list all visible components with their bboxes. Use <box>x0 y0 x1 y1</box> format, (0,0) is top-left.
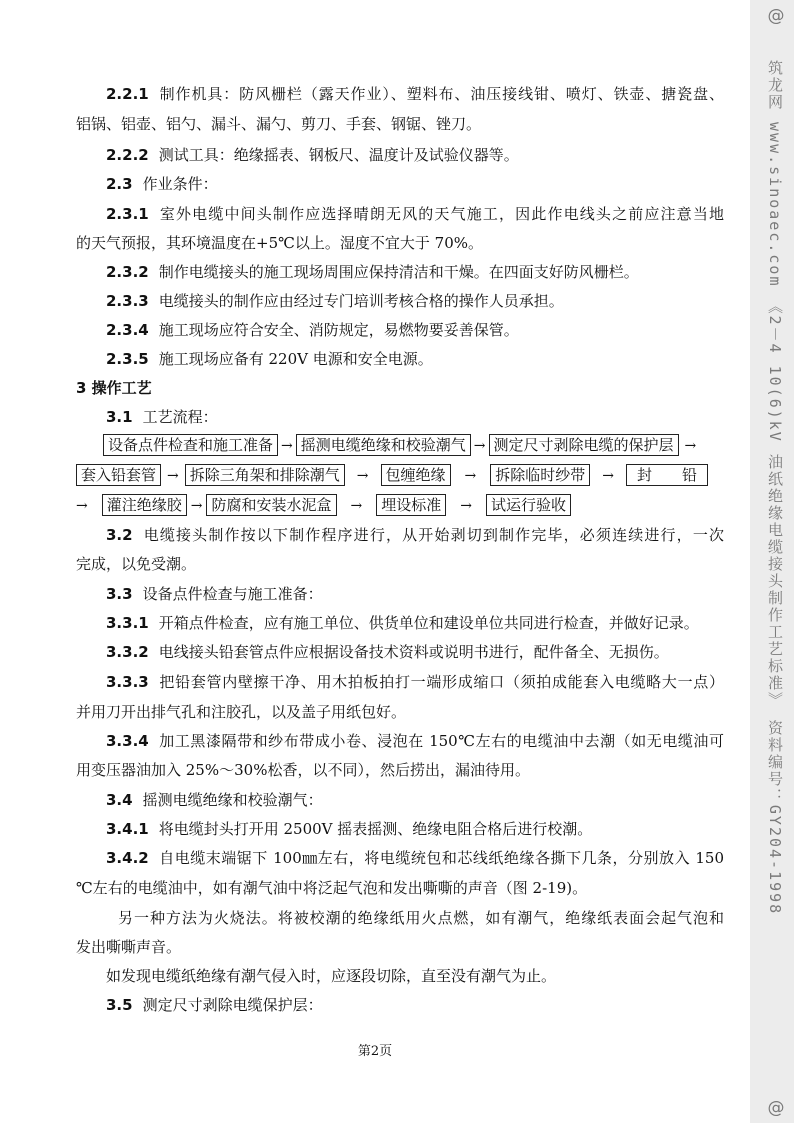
flow-step: 包缠绝缘 <box>381 464 451 486</box>
process-flow-row-1 <box>103 434 702 456</box>
clause-3-3-1 <box>106 613 724 633</box>
arrow-right-icon: → <box>190 498 203 514</box>
clause-number: 3.5 <box>106 996 133 1014</box>
clause-text: 把铅套管内壁擦干净、用木拍板拍打一端形成缩口（须拍成能套入电缆略大一点） <box>158 673 724 691</box>
clause-3-3 <box>106 584 724 604</box>
clause-text: 制作机具：防风栅栏（露天作业）、塑料布、油压接线钳、喷灯、铁壶、搪瓷盘、 <box>158 85 724 103</box>
flow-step: 埋设标准 <box>376 494 446 516</box>
clause-text: 电线接头铅套管点件应根据设备技术资料或说明书进行，配件备全、无损伤。 <box>158 643 669 661</box>
at-symbol-top: @ <box>767 6 785 26</box>
clause-2-2-1 <box>106 84 724 104</box>
clause-text: 测试工具：绝缘摇表、钢板尺、温度计及试验仪器等。 <box>158 146 519 164</box>
page-number: 第2页 <box>357 1044 393 1059</box>
clause-3-5 <box>106 995 724 1015</box>
clause-3-3-4-cont: 用变压器油加入 25%～30%松香，以不同），然后捞出，漏油待用。 <box>76 761 530 779</box>
clause-3-4-2 <box>106 848 724 868</box>
clause-3-3-4 <box>106 731 724 751</box>
clause-2-3 <box>106 174 724 194</box>
clause-number: 3.4.2 <box>106 849 149 867</box>
clause-number: 2.3.1 <box>106 205 149 223</box>
clause-2-2-1-cont: 铝锅、铝壶、铝勺、漏斗、漏勺、剪刀、手套、钢锯、锉刀。 <box>76 115 482 133</box>
clause-number: 3.1 <box>106 408 133 426</box>
clause-text: 工艺流程： <box>142 408 218 426</box>
flow-step: 设备点件检查和施工准备 <box>103 434 278 456</box>
clause-number: 3.2 <box>106 526 133 544</box>
clause-number: 3.4.1 <box>106 820 149 838</box>
clause-number: 2.3.2 <box>106 263 149 281</box>
clause-text: 室外电缆中间头制作应选择晴朗无风的天气施工，因此作电线头之前应注意当地 <box>158 205 724 223</box>
flow-step: 套入铅套管 <box>76 464 161 486</box>
flow-step: 摇测电缆绝缘和校验潮气 <box>296 434 471 456</box>
clause-number: 2.2.2 <box>106 146 149 164</box>
arrow-right-icon: → <box>460 498 472 514</box>
clause-text: 摇测电缆绝缘和校验潮气： <box>142 791 323 809</box>
clause-3-4 <box>106 790 724 810</box>
clause-text: 将电缆封头打开用 2500V 摇表摇测、绝缘电阻合格后进行校潮。 <box>158 820 593 838</box>
clause-2-3-3 <box>106 291 724 311</box>
paragraph-moisture-removal: 如发现电缆纸绝缘有潮气侵入时，应逐段切除，直至没有潮气为止。 <box>106 967 557 985</box>
clause-2-3-4 <box>106 320 724 340</box>
clause-text: 自电缆末端锯下 100㎜左右，将电缆统包和芯线纸绝缘各撕下几条，分别放入 150 <box>158 849 724 867</box>
arrow-right-icon: → <box>281 438 293 454</box>
arrow-right-icon: → <box>350 498 363 514</box>
clause-text: 电缆接头的制作应由经过专门培训考核合格的操作人员承担。 <box>158 292 564 310</box>
arrow-right-icon: → <box>356 468 369 484</box>
clause-number: 3.3.3 <box>106 673 149 691</box>
clause-3-3-2 <box>106 642 724 662</box>
clause-number: 3.3.1 <box>106 614 149 632</box>
clause-text: 设备点件检查与施工准备： <box>142 585 323 603</box>
flow-step: 拆除临时纱带 <box>490 464 590 486</box>
clause-2-3-5 <box>106 349 724 369</box>
clause-text: 加工黑漆隔带和纱布带成小卷、浸泡在 150℃左右的电缆油中去潮（如无电缆油可 <box>158 732 724 750</box>
process-flow-row-3 <box>76 494 571 516</box>
clause-number: 3.4 <box>106 791 133 809</box>
clause-2-3-1 <box>106 204 724 224</box>
clause-number: 2.2.1 <box>106 85 149 103</box>
clause-number: 3.3.4 <box>106 732 149 750</box>
arrow-right-icon: → <box>76 498 88 514</box>
flow-step: 防腐和安装水泥盒 <box>206 494 336 516</box>
clause-text: 制作电缆接头的施工现场周围应保持清洁和干燥。在四面支好防风栅栏。 <box>158 263 639 281</box>
clause-text: 开箱点件检查，应有施工单位、供货单位和建设单位共同进行检查，并做好记录。 <box>158 614 699 632</box>
clause-3-2 <box>106 525 724 545</box>
arrow-right-icon: → <box>464 468 477 484</box>
arrow-right-icon: → <box>167 468 179 484</box>
clause-text: 作业条件： <box>142 175 218 193</box>
flow-step: 灌注绝缘胶 <box>102 494 187 516</box>
clause-2-2-2 <box>106 145 724 165</box>
sidebar-document-info: 筑龙网 www.sinoaec.com 《2－4 10(6)kV 油纸绝缘电缆接头制作工艺标准》 资料编号：GY204-1998 <box>766 60 784 916</box>
clause-3-3-3-cont: 并用刀开出排气孔和注胶孔，以及盖子用纸包好。 <box>76 703 407 721</box>
clause-3-4-1 <box>106 819 724 839</box>
clause-text: 电缆接头制作按以下制作程序进行，从开始剥切到制作完毕，必须连续进行，一次 <box>142 526 724 544</box>
clause-number: 2.3 <box>106 175 133 193</box>
clause-number: 2.3.4 <box>106 321 149 339</box>
clause-3-1 <box>106 407 724 427</box>
clause-3-2-cont: 完成，以免受潮。 <box>76 555 197 573</box>
clause-3-4-2-cont: ℃左右的电缆油中，如有潮气油中将泛起气泡和发出嘶嘶的声音（图 2-19)。 <box>76 879 588 897</box>
clause-3-3-3 <box>106 672 724 692</box>
clause-text: 施工现场应符合安全、消防规定，易燃物要妥善保管。 <box>158 321 519 339</box>
clause-2-3-2 <box>106 262 724 282</box>
process-flow-row-2 <box>76 464 708 486</box>
arrow-right-icon: → <box>602 468 614 484</box>
flow-step: 试运行验收 <box>486 494 571 516</box>
clause-number: 3.3 <box>106 585 133 603</box>
flow-step: 测定尺寸剥除电缆的保护层 <box>489 434 679 456</box>
at-symbol-bottom: @ <box>767 1098 785 1118</box>
paragraph-fire-method: 另一种方法为火烧法。将被校潮的绝缘纸用火点燃，如有潮气，绝缘纸表面会起气泡和 <box>118 909 724 927</box>
arrow-right-icon: → <box>473 438 486 454</box>
flow-step: 拆除三角架和排除潮气 <box>185 464 345 486</box>
arrow-right-icon: → <box>684 438 697 454</box>
paragraph-fire-method-cont: 发出嘶嘶声音。 <box>76 938 182 956</box>
clause-text: 测定尺寸剥除电缆保护层： <box>142 996 323 1014</box>
clause-number: 3.3.2 <box>106 643 149 661</box>
flow-step: 封 铅 <box>626 464 708 486</box>
clause-2-3-1-cont: 的天气预报，其环境温度在+5℃以上。湿度不宜大于 70%。 <box>76 234 484 252</box>
clause-number: 2.3.3 <box>106 292 149 310</box>
section-heading-3: 3 操作工艺 <box>76 379 152 397</box>
clause-text: 施工现场应备有 220V 电源和安全电源。 <box>158 350 433 368</box>
clause-number: 2.3.5 <box>106 350 149 368</box>
